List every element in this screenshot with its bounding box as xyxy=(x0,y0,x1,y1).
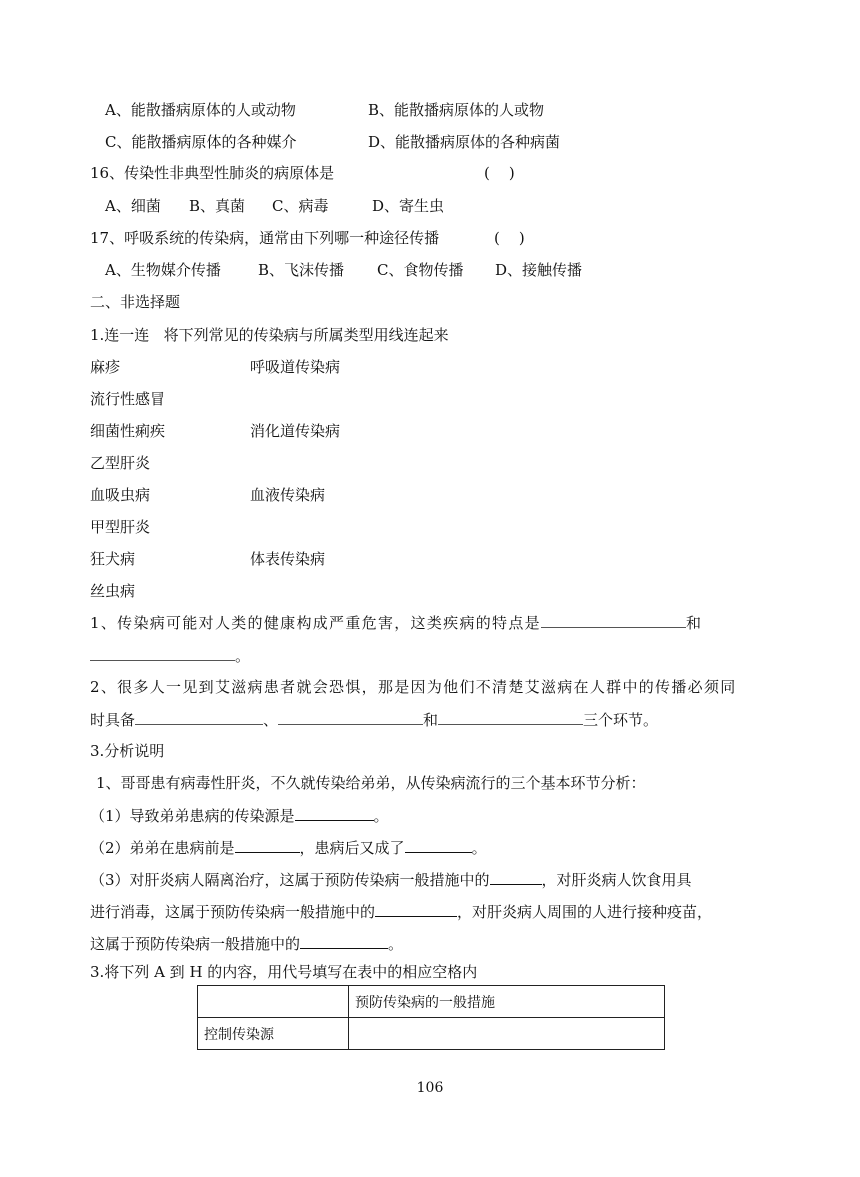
analysis-q3-text-d: ，对肝炎病人周围的人进行接种疫苗， xyxy=(457,903,713,921)
fill2-blank-1[interactable] xyxy=(135,709,263,725)
fill2-sep: 、 xyxy=(263,711,279,729)
analysis-q1 xyxy=(90,805,389,826)
fill2-and: 和 xyxy=(423,711,439,729)
analysis-q3-text-b: ，对肝炎病人饮食用具 xyxy=(541,871,692,889)
fill2-blank-3[interactable] xyxy=(438,709,583,725)
table-row-label-control-source: 控制传染源 xyxy=(198,1018,349,1050)
table-row xyxy=(198,1018,665,1050)
fill2-line2 xyxy=(90,709,658,730)
analysis-q3-text-e: 这属于预防传染病一般措施中的 xyxy=(90,935,301,953)
fill1-and: 和 xyxy=(685,614,703,632)
fill2-end: 三个环节。 xyxy=(583,711,659,729)
match-type: 血液传染病 xyxy=(250,486,326,504)
match-type: 消化道传染病 xyxy=(250,422,341,440)
analysis-q3-blank-2[interactable] xyxy=(375,901,457,917)
table-question-title: 3.将下列 A 到 H 的内容，用代号填写在表中的相应空格内 xyxy=(90,963,478,981)
analysis-q2-blank-1[interactable] xyxy=(235,837,300,853)
match-disease: 麻疹 xyxy=(90,358,121,376)
match-disease: 丝虫病 xyxy=(90,582,136,600)
match-disease: 狂犬病 xyxy=(90,550,136,568)
match-disease: 流行性感冒 xyxy=(90,390,166,408)
page-number: 106 xyxy=(416,1080,444,1096)
fill2-start: 时具备 xyxy=(90,711,136,729)
analysis-q3-text-a: （3）对肝炎病人隔离治疗，这属于预防传染病一般措施中的 xyxy=(90,871,490,889)
q15-option-c: C、能散播病原体的各种媒介 xyxy=(105,133,297,151)
analysis-q3-text-c: 进行消毒，这属于预防传染病一般措施中的 xyxy=(90,903,376,921)
table-header-measures: 预防传染病的一般措施 xyxy=(349,986,665,1018)
analysis-q2 xyxy=(90,837,487,858)
q16-answer-paren: ( ) xyxy=(484,164,515,182)
match-disease: 细菌性痢疾 xyxy=(90,422,166,440)
analysis-q3-line1 xyxy=(90,869,692,890)
fill1-end: 。 xyxy=(235,647,251,665)
q16-stem: 16、传染性非典型性肺炎的病原体是 xyxy=(90,164,335,182)
q15-option-b: B、能散播病原体的人或物 xyxy=(368,101,545,119)
analysis-q3-blank-3[interactable] xyxy=(300,933,388,949)
fill1-line1 xyxy=(90,612,702,633)
match-type: 呼吸道传染病 xyxy=(250,358,341,376)
q17-option-a: A、生物媒介传播 xyxy=(105,261,221,279)
analysis-q2-blank-2[interactable] xyxy=(405,837,472,853)
fill1-blank-1[interactable] xyxy=(541,612,686,628)
section-title-non-choice: 二、非选择题 xyxy=(90,293,181,311)
analysis-intro: 1、哥哥患有病毒性肝炎，不久就传染给弟弟，从传染病流行的三个基本环节分析： xyxy=(96,774,646,792)
table-row xyxy=(198,986,665,1018)
analysis-q1-text: （1）导致弟弟患病的传染源是 xyxy=(90,807,295,825)
q16-option-a: A、细菌 xyxy=(105,197,161,215)
q17-answer-paren: ( ) xyxy=(494,229,525,247)
match-title: 1.连一连 将下列常见的传染病与所属类型用线连起来 xyxy=(90,326,449,344)
table-cell-empty[interactable] xyxy=(198,986,349,1018)
analysis-q2-mid: ，患病后又成了 xyxy=(299,839,405,857)
measures-table xyxy=(197,985,665,1050)
fill2-blank-2[interactable] xyxy=(278,709,423,725)
fill2-line1: 2、很多人一见到艾滋病患者就会恐惧，那是因为他们不清楚艾滋病在人群中的传播必须同 xyxy=(90,678,737,696)
fill1-text: 1、传染病可能对人类的健康构成严重危害，这类疾病的特点是 xyxy=(90,614,541,632)
analysis-q2-end: 。 xyxy=(471,839,487,857)
analysis-q1-end: 。 xyxy=(373,807,389,825)
analysis-title: 3.分析说明 xyxy=(90,742,165,760)
q17-option-d: D、接触传播 xyxy=(495,261,583,279)
q16-option-b: B、真菌 xyxy=(189,197,246,215)
match-disease: 血吸虫病 xyxy=(90,486,151,504)
analysis-q3-line2 xyxy=(90,901,712,922)
match-disease: 乙型肝炎 xyxy=(90,454,151,472)
fill1-blank-2[interactable] xyxy=(90,645,235,661)
analysis-q3-blank-1[interactable] xyxy=(490,869,542,885)
match-disease: 甲型肝炎 xyxy=(90,518,151,536)
q15-option-d: D、能散播病原体的各种病菌 xyxy=(368,133,561,151)
analysis-q3-line3 xyxy=(90,933,403,954)
analysis-q1-blank[interactable] xyxy=(295,805,374,821)
table-cell-answer[interactable] xyxy=(349,1018,665,1050)
analysis-q3-end: 。 xyxy=(388,935,404,953)
q17-option-c: C、食物传播 xyxy=(377,261,464,279)
q17-stem: 17、呼吸系统的传染病，通常由下列哪一种途径传播 xyxy=(90,229,440,247)
q17-option-b: B、飞沫传播 xyxy=(258,261,345,279)
q16-option-d: D、寄生虫 xyxy=(372,197,445,215)
q15-option-a: A、能散播病原体的人或动物 xyxy=(105,101,296,119)
match-type: 体表传染病 xyxy=(250,550,326,568)
analysis-q2-text: （2）弟弟在患病前是 xyxy=(90,839,235,857)
q16-option-c: C、病毒 xyxy=(272,197,329,215)
fill1-line2 xyxy=(90,645,250,666)
